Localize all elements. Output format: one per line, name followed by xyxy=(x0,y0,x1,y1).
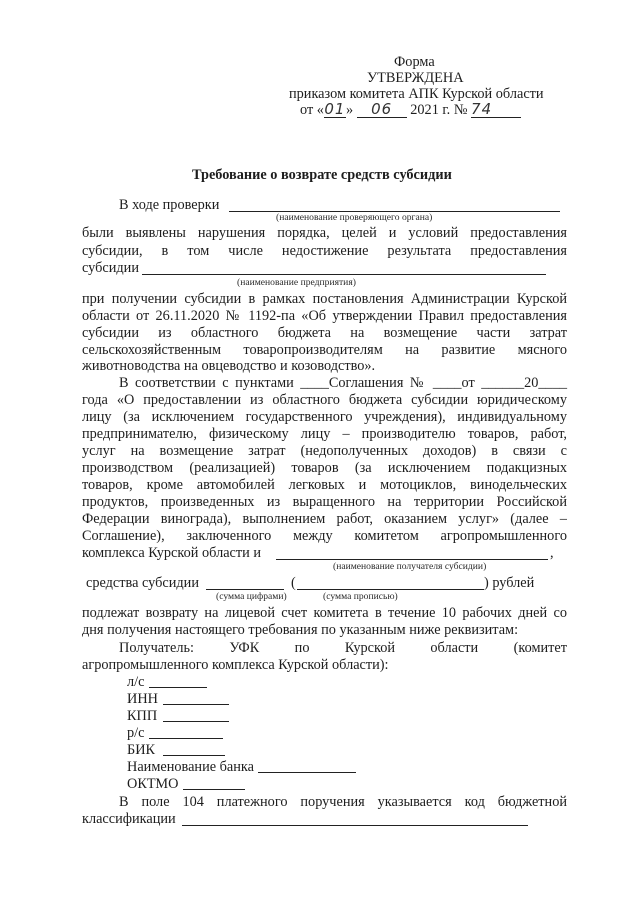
text-line: области от 26.11.2020 № 1192-па «Об утверждении Правил предоставления xyxy=(82,308,567,324)
text-line: производством (реализацией) товаров (за исключением подакцизных xyxy=(82,460,567,476)
caption-recipient: (наименование получателя субсидии) xyxy=(333,561,487,572)
label-kpp: КПП xyxy=(127,708,158,724)
text-line: подлежат возврату на лицевой счет комитета в течение 10 рабочих дней со xyxy=(82,605,567,621)
kpp-field xyxy=(163,721,229,722)
text-open-paren: ( xyxy=(291,575,296,591)
date-mid: » xyxy=(345,102,354,118)
text-line: В соответствии с пунктами ____Соглашения № ____от ______20____ xyxy=(119,375,567,391)
text-line: услуг на возмещение затрат (недополученных доходов) в связи с xyxy=(82,443,567,459)
label-oktmo: ОКТМО xyxy=(127,776,179,792)
header-date-line xyxy=(300,101,521,118)
text-rubles: ) рублей xyxy=(484,575,535,591)
handwritten-month: 06 xyxy=(357,101,407,118)
text-budget-classification: классификации xyxy=(82,811,176,827)
document-title: Требование о возврате средств субсидии xyxy=(192,167,452,183)
text-line: были выявлены нарушения порядка, целей и условий предоставления xyxy=(82,225,567,241)
bank-name-field xyxy=(258,772,356,773)
text-line: Получатель: УФК по Курской области (комитет xyxy=(119,640,567,656)
text-line: сельскохозяйственным товаропроизводителям на развитие мясного xyxy=(82,342,567,358)
caption-amount-words: (сумма прописью) xyxy=(323,591,398,602)
text-line: животноводства на овцеводство и козоводство». xyxy=(82,358,376,374)
text-line: товаров, кроме автомобилей легковых и мотоциклов, винодельческих xyxy=(82,477,567,493)
amount-words-field xyxy=(297,589,484,590)
header-approved-label: УТВЕРЖДЕНА xyxy=(367,70,464,86)
text-line: В ходе проверки xyxy=(119,197,220,213)
text-line: лицу (за исключением государственного учреждения), индивидуальному xyxy=(82,409,567,425)
header-form-label: Форма xyxy=(394,54,435,70)
text-line: агропромышленного комплекса Курской области): xyxy=(82,657,389,673)
ls-field xyxy=(149,687,207,688)
text-line: субсидии xyxy=(82,260,139,276)
budget-classification-field xyxy=(182,825,528,826)
text-line: дня получения настоящего требования по указанным ниже реквизитам: xyxy=(82,622,519,638)
label-ls: л/с xyxy=(127,674,145,690)
handwritten-day: 01 xyxy=(324,100,346,118)
label-bik: БИК xyxy=(127,742,156,758)
enterprise-name-field xyxy=(142,274,546,275)
rs-field xyxy=(149,738,223,739)
amount-digits-field xyxy=(206,589,284,590)
inn-field xyxy=(163,704,229,705)
text-line: при получении субсидии в рамках постановления Администрации Курской xyxy=(82,291,567,307)
text-comma: , xyxy=(550,545,554,561)
date-prefix: от « xyxy=(300,102,324,118)
header-order-label: приказом комитета АПК Курской области xyxy=(289,86,544,102)
caption-inspector: (наименование проверяющего органа) xyxy=(276,212,433,223)
text-line: года «О предоставлении из областного бюджета субсидии юридическому xyxy=(82,392,567,408)
bik-field xyxy=(163,755,225,756)
text-line: субсидии, в том числе недостижение результата предоставления xyxy=(82,243,567,259)
text-line: Федерации винограда), выполнением работ, оказанием услуг» (далее – xyxy=(82,511,567,527)
caption-amount-digits: (сумма цифрами) xyxy=(216,591,287,602)
label-inn: ИНН xyxy=(127,691,158,707)
text-line: В поле 104 платежного поручения указывается код бюджетной xyxy=(119,794,567,810)
handwritten-number: 74 xyxy=(471,101,521,118)
recipient-name-field xyxy=(276,559,548,560)
text-subsidy-funds: средства субсидии xyxy=(86,575,199,591)
text-line: продуктов, произведенных из выращенного на территории Российской xyxy=(82,494,567,510)
text-line: субсидии из областного бюджета на возмещение части затрат xyxy=(82,325,567,341)
label-rs: р/с xyxy=(127,725,145,741)
text-line: предпринимателю, физическому лицу – производителю товаров, работ, xyxy=(82,426,567,442)
text-line: комплекса Курской области и xyxy=(82,545,262,561)
label-bank-name: Наименование банка xyxy=(127,759,254,775)
text-line: Соглашение), заключенного между комитетом агропромышленного xyxy=(82,528,567,544)
caption-enterprise: (наименование предприятия) xyxy=(237,277,356,288)
date-year: 2021 г. № xyxy=(410,102,468,118)
oktmo-field xyxy=(183,789,245,790)
